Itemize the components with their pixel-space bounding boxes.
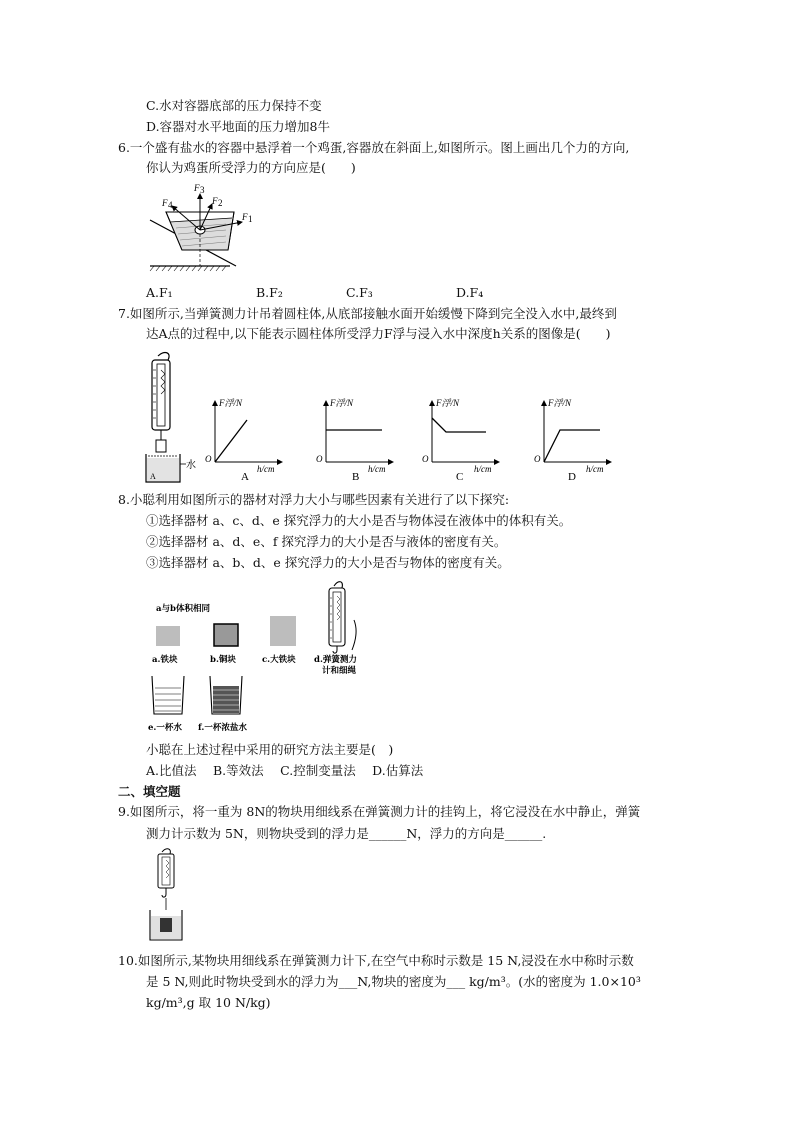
q6-label-f1: F — [242, 212, 248, 222]
q7-graph-d — [532, 396, 616, 482]
q6-option-d: D.F₄ — [456, 285, 484, 300]
q7-graph-d-name: D — [568, 471, 576, 483]
q8-label-f: f.一杯浓盐水 — [198, 723, 247, 733]
q8-item-3: ③选择器材 a、b、d、e 探究浮力的大小是否与物体的密度有关。 — [146, 555, 510, 570]
q7-graph-b — [314, 396, 398, 482]
q10-line1: 10.如图所示,某物块用细线系在弹簧测力计下,在空气中称时示数是 15 N,浸没在水中称时示数 — [118, 953, 634, 968]
q7-graph-d-origin: O — [534, 454, 541, 464]
q8-label-b: b.铜块 — [210, 655, 236, 665]
q8-note: a与b体积相同 — [156, 604, 210, 614]
q6-stem-line2: 你认为鸡蛋所受浮力的方向应是( ) — [146, 160, 356, 175]
q7-graph-c — [420, 396, 504, 482]
q7-water-label: 水 — [186, 460, 196, 471]
q10-line3: kg/m³,g 取 10 N/kg) — [146, 995, 271, 1010]
q7-graph-b-ylabel: F浮/N — [330, 398, 354, 408]
q8-stem: 8.小聪利用如图所示的器材对浮力大小与哪些因素有关进行了以下探究: — [118, 492, 510, 507]
q8-label-d2: 计和细绳 — [322, 666, 357, 676]
q7-graph-c-xlabel: h/cm — [474, 464, 492, 474]
q7-graph-a-ylabel: F浮/N — [219, 398, 243, 408]
q7-graph-a-origin: O — [205, 454, 212, 464]
q6-stem-line1: 6.一个盛有盐水的容器中悬浮着一个鸡蛋,容器放在斜面上,如图所示。图上画出几个力的方向, — [118, 140, 630, 155]
q8-label-d1: d.弹簧测力 — [314, 655, 357, 665]
svg-text:1: 1 — [248, 214, 253, 224]
svg-text:4: 4 — [168, 200, 173, 210]
q7-point-a-label: A — [150, 472, 156, 481]
q8-equipment-figure — [146, 580, 376, 740]
q7-graph-a — [203, 396, 287, 482]
q6-option-c: C.F₃ — [346, 285, 373, 300]
q9-line1: 9.如图所示，将一重为 8N的物块用细线系在弹簧测力计的挂钩上，将它浸没在水中静止，弹簧 — [118, 804, 641, 819]
q6-option-b: B.F₂ — [256, 285, 283, 300]
q8-item-2: ②选择器材 a、d、e、f 探究浮力的大小是否与液体的密度有关。 — [146, 534, 507, 549]
q10-line2: 是 5 N,则此时物块受到水的浮力为___N,物块的密度为___ kg/m³。(水的密度为 1.0×10³ — [146, 974, 641, 989]
q7-graph-b-name: B — [352, 471, 360, 483]
q7-graph-c-origin: O — [422, 454, 429, 464]
q8-label-a: a.铁块 — [152, 655, 178, 665]
q7-graph-b-xlabel: h/cm — [368, 464, 386, 474]
section-2-heading: 二、填空题 — [118, 784, 181, 799]
q7-graph-b-origin: O — [316, 454, 323, 464]
q6-option-a: A.F₁ — [146, 285, 173, 300]
q6-label-f2: F — [212, 196, 218, 206]
q7-apparatus — [142, 350, 202, 484]
q7-graph-c-name: C — [456, 471, 464, 483]
svg-text:3: 3 — [200, 185, 205, 195]
q8-item-1: ①选择器材 a、c、d、e 探究浮力的大小是否与物体浸在液体中的体积有关。 — [146, 513, 572, 528]
q7-graph-c-ylabel: F浮/N — [436, 398, 460, 408]
q7-graph-a-name: A — [241, 471, 249, 483]
q8-options: A.比值法 B.等效法 C.控制变量法 D.估算法 — [146, 763, 424, 778]
q7-graph-d-xlabel: h/cm — [586, 464, 604, 474]
q8-label-e: e.一杯水 — [148, 723, 182, 733]
q7-graph-a-xlabel: h/cm — [257, 464, 275, 474]
q7-stem-line1: 7.如图所示,当弹簧测力计吊着圆柱体,从底部接触水面开始缓慢下降到完全没入水中,最终到 — [118, 306, 617, 321]
q9-line2: 测力计示数为 5N，则物块受到的浮力是______N，浮力的方向是______. — [146, 826, 547, 841]
q8-label-c: c.大铁块 — [262, 655, 296, 665]
q7-stem-line2: 达A点的过程中,以下能表示圆柱体所受浮力F浮与浸入水中深度h关系的图像是( ) — [146, 326, 611, 341]
q6-label-f4: F — [162, 198, 168, 208]
q6-label-f3: F — [194, 183, 200, 193]
q6-figure — [146, 182, 258, 272]
svg-text:2: 2 — [218, 198, 223, 208]
q5-option-d: D.容器对水平地面的压力增加8牛 — [146, 119, 331, 134]
q7-graph-d-ylabel: F浮/N — [548, 398, 572, 408]
q8-question: 小聪在上述过程中采用的研究方法主要是( ) — [146, 742, 394, 757]
q9-figure — [146, 848, 196, 944]
q5-option-c: C.水对容器底部的压力保持不变 — [146, 98, 322, 113]
